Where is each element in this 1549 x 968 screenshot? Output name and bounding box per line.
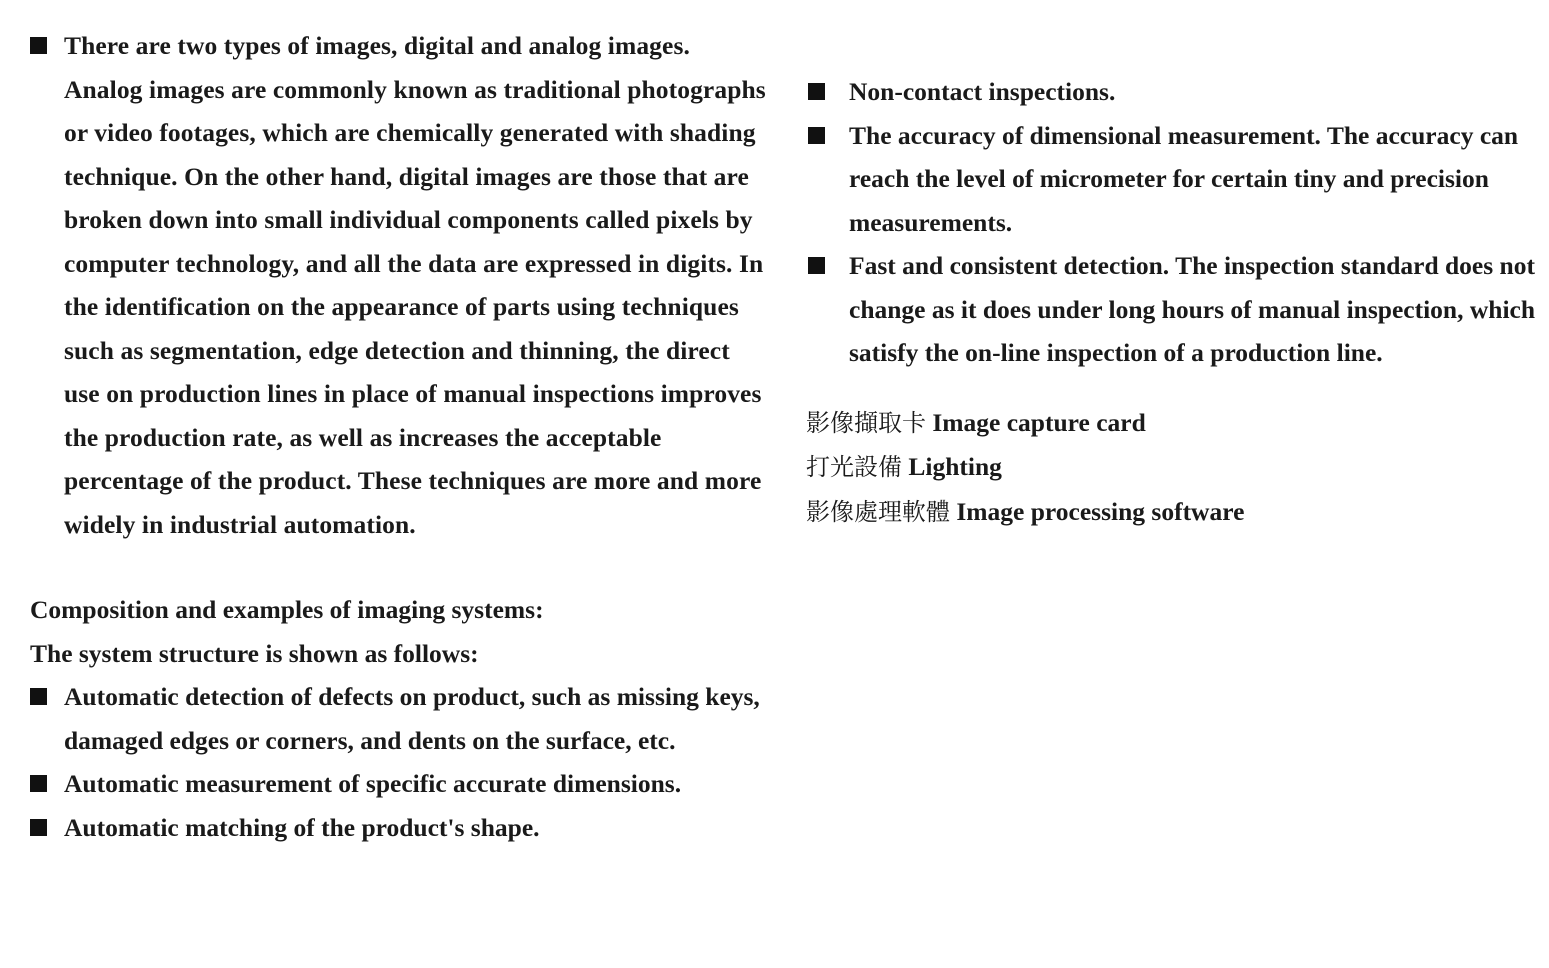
square-bullet-icon [808, 127, 825, 144]
glossary-term-en: Image capture card [932, 407, 1146, 437]
heading-composition: Composition and examples of imaging systems: [30, 595, 544, 624]
square-bullet-icon [808, 257, 825, 274]
glossary-entry [806, 490, 1536, 535]
list-item-label: Automatic matching of the product's shape. [64, 812, 540, 842]
glossary-entry [806, 445, 1536, 490]
right-column [806, 70, 1536, 534]
glossary-entry [806, 401, 1536, 446]
list-item-label: Automatic detection of defects on product, such as missing keys, damaged edges or corners, and dents on the surface, etc. [64, 682, 760, 755]
glossary-term-en: Lighting [908, 452, 1002, 481]
list-item-label: Automatic measurement of specific accurate dimensions. [64, 769, 682, 798]
list-item [30, 762, 770, 806]
spacer [806, 375, 1536, 401]
intro-paragraph-bullet-item [30, 24, 770, 546]
square-bullet-icon [808, 83, 825, 100]
heading-system-structure: The system structure is shown as follows: [30, 638, 479, 668]
glossary-term-cjk: 影像擷取卡 [806, 408, 926, 437]
square-bullet-icon [30, 819, 47, 836]
square-bullet-icon [30, 775, 47, 792]
list-item [30, 806, 770, 850]
list-item [30, 675, 770, 762]
glossary-term-en: Image processing software [956, 496, 1245, 526]
list-item [806, 244, 1536, 375]
list-item-label: Fast and consistent detection. The inspection standard does not change as it does under long hours of manual inspection, which satisfy the on-line inspection of a production line. [849, 251, 1536, 367]
list-item-label: The accuracy of dimensional measurement. The accuracy can reach the level of micrometer for certain tiny and precision measurements. [849, 120, 1519, 237]
intro-paragraph-text: There are two types of images, digital and analog images. Analog images are commonly known as traditional photographs or video footages, which are chemically generated with shading technique. On the other hand, digital images are those that are broken down into small individual components called pixels by computer technology, and all the data are expressed in digits. In the identification on the appearance of parts using techniques such as segmentation, edge detection and thinning, the direct use on production lines in place of manual inspections improves the production rate, as well as increases the acceptable percentage of the product. These techniques are more and more widely in industrial automation. [64, 31, 766, 539]
list-item [806, 70, 1536, 114]
spacer [30, 546, 770, 588]
left-column [30, 24, 770, 849]
square-bullet-icon [30, 37, 47, 54]
glossary-term-cjk: 打光設備 [806, 453, 902, 481]
list-item [806, 114, 1536, 245]
list-item-label: Non-contact inspections. [849, 77, 1116, 106]
square-bullet-icon [30, 688, 47, 705]
glossary-term-cjk: 影像處理軟體 [806, 497, 950, 526]
